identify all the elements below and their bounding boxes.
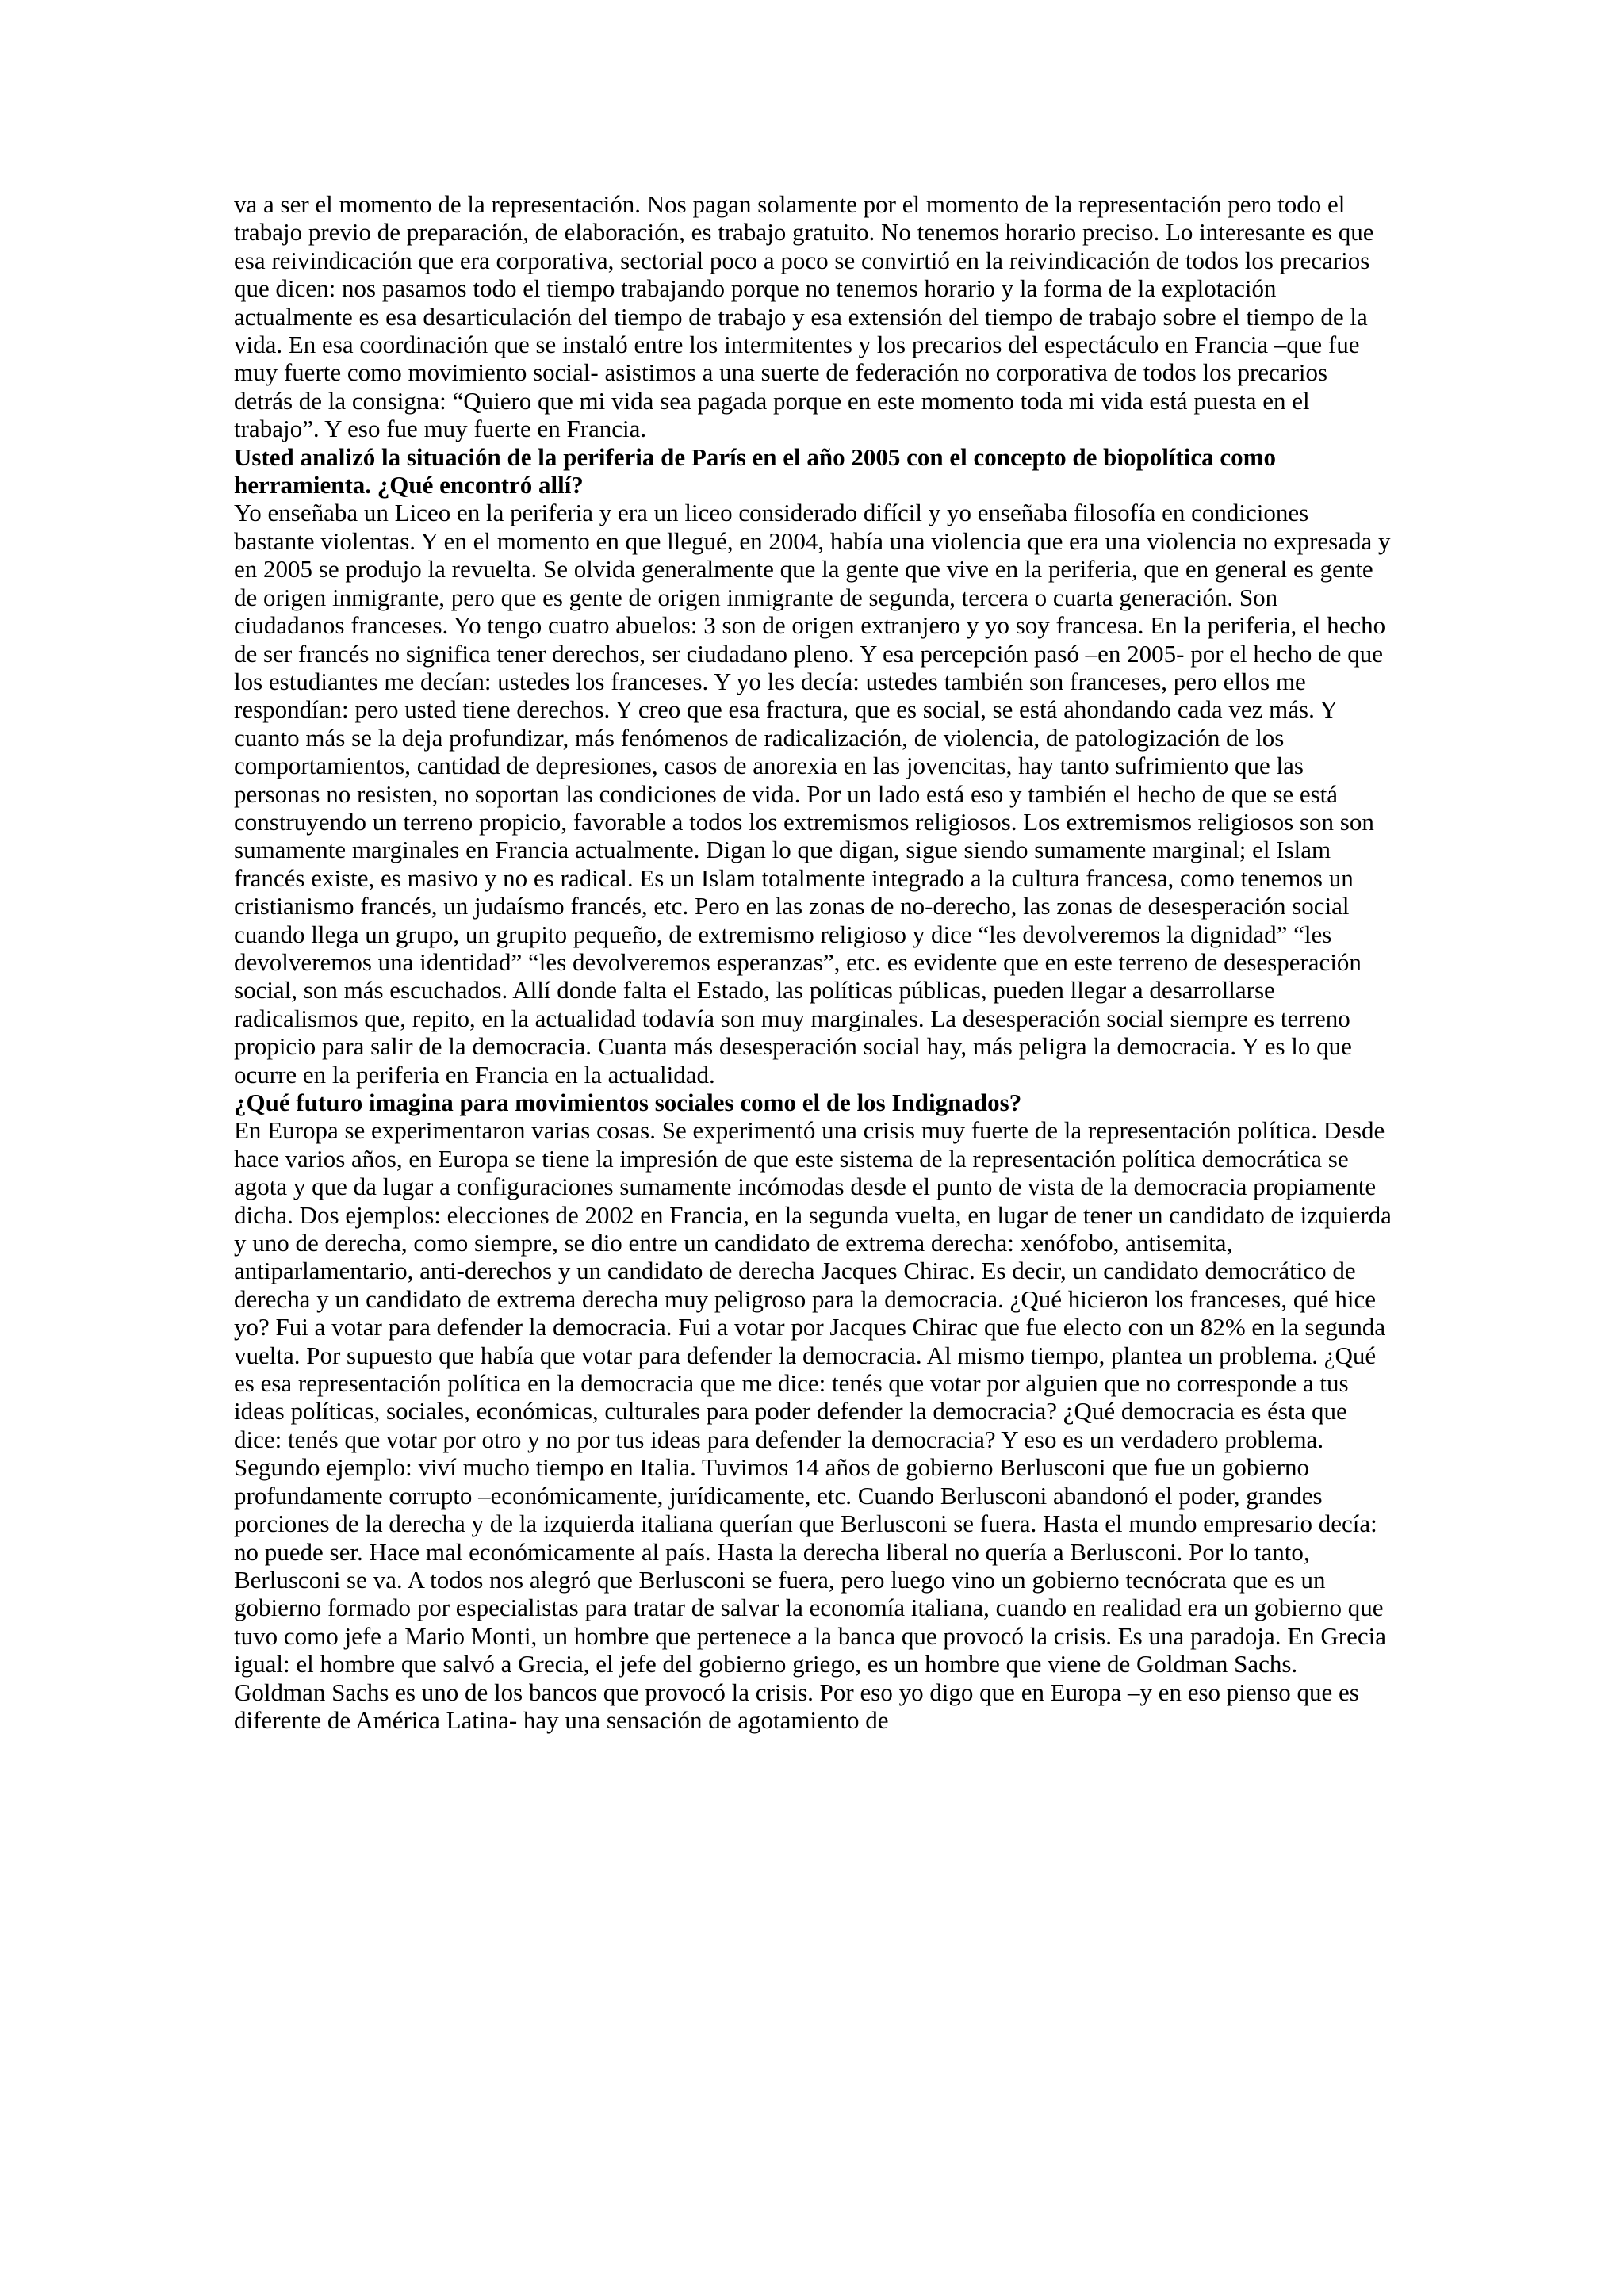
interview-question-2: ¿Qué futuro imagina para movimientos sociales como el de los Indignados? — [234, 1089, 1022, 1116]
document-page — [234, 190, 1392, 1734]
interview-question-1: Usted analizó la situación de la periferia de París en el año 2005 con el concepto de biopolítica como herramienta. ¿Qué encontró allí? — [234, 442, 1276, 499]
body-paragraph-2: Yo enseñaba un Liceo en la periferia y era un liceo considerado difícil y yo enseñaba filosofía en condiciones bastante violentas. Y en el momento en que llegué, en 2004, había una violencia que era una violencia no expresada y en 2005 se produjo la revuelta. Se olvida generalmente que la gente que vive en la periferia, que en general es gente de origen inmigrante, pero que es gente de origen inmigrante de segunda, tercera o cuarta generación. Son ciudadanos franceses. Yo tengo cuatro abuelos: 3 son de origen extranjero y yo soy francesa. En la periferia, el hecho de ser francés no significa tener derechos, ser ciudadano pleno. Y esa percepción pasó –en 2005- por el hecho de que los estudiantes me decían: ustedes los franceses. Y yo les decía: ustedes también son franceses, pero ellos me respondían: pero usted tiene derechos. Y creo que esa fractura, que es social, se está ahondando cada vez más. Y cuanto más se la deja profundizar, más fenómenos de radicalización, de violencia, de patologización de los comportamientos, cantidad de depresiones, casos de anorexia en las jovencitas, hay tanto sufrimiento que las personas no resisten, no soportan las condiciones de vida. Por un lado está eso y también el hecho de que se está construyendo un terreno propicio, favorable a todos los extremismos religiosos. Los extremismos religiosos son son sumamente marginales en Francia actualmente. Digan lo que digan, sigue siendo sumamente marginal; el Islam francés existe, es masivo y no es radical. Es un Islam totalmente integrado a la cultura francesa, como tenemos un cristianismo francés, un judaísmo francés, etc. Pero en las zonas de no-derecho, las zonas de desesperación social cuando llega un grupo, un grupito pequeño, de extremismo religioso y dice “les devolveremos la dignidad” “les devolveremos una identidad” “les devolveremos esperanzas”, etc. es evidente que en este terreno de desesperación social, son más escuchados. Allí donde falta el Estado, las políticas públicas, pueden llegar a desarrollarse radicalismos que, repito, en la actualidad todavía son muy marginales. La desesperación social siempre es terreno propicio para salir de la democracia. Cuanta más desesperación social hay, más peligra la democracia. Y es lo que ocurre en la periferia en Francia en la actualidad. — [234, 499, 1391, 1089]
body-paragraph-3: En Europa se experimentaron varias cosas. Se experimentó una crisis muy fuerte de la representación política. Desde hace varios años, en Europa se tiene la impresión de que este sistema de la representación política democrática se agota y que da lugar a configuraciones sumamente incómodas desde el punto de vista de la democracia propiamente dicha. Dos ejemplos: elecciones de 2002 en Francia, en la segunda vuelta, en lugar de tener un candidato de izquierda y uno de derecha, como siempre, se dio entre un candidato de extrema derecha: xenófobo, antisemita, antiparlamentario, anti-derechos y un candidato de derecha Jacques Chirac. Es decir, un candidato democrático de derecha y un candidato de extrema derecha muy peligroso para la democracia. ¿Qué hicieron los franceses, qué hice yo? Fui a votar para defender la democracia. Fui a votar por Jacques Chirac que fue electo con un 82% en la segunda vuelta. Por supuesto que había que votar para defender la democracia. Al mismo tiempo, plantea un problema. ¿Qué es esa representación política en la democracia que me dice: tenés que votar por alguien que no corresponde a tus ideas políticas, sociales, económicas, culturales para poder defender la democracia? ¿Qué democracia es ésta que dice: tenés que votar por otro y no por tus ideas para defender la democracia? Y eso es un verdadero problema. Segundo ejemplo: viví mucho tiempo en Italia. Tuvimos 14 años de gobierno Berlusconi que fue un gobierno profundamente corrupto –económicamente, jurídicamente, etc. Cuando Berlusconi abandonó el poder, grandes porciones de la derecha y de la izquierda italiana querían que Berlusconi se fuera. Hasta el mundo empresario decía: no puede ser. Hace mal económicamente al país. Hasta la derecha liberal no quería a Berlusconi. Por lo tanto, Berlusconi se va. A todos nos alegró que Berlusconi se fuera, pero luego vino un gobierno tecnócrata que es un gobierno formado por especialistas para tratar de salvar la economía italiana, cuando en realidad era un gobierno que tuvo como jefe a Mario Monti, un hombre que pertenece a la banca que provocó la crisis. Es una paradoja. En Grecia igual: el hombre que salvó a Grecia, el jefe del gobierno griego, es un hombre que viene de Goldman Sachs. Goldman Sachs es uno de los bancos que provocó la crisis. Por eso yo digo que en Europa –y en eso pienso que es diferente de América Latina- hay una sensación de agotamiento de — [234, 1116, 1392, 1734]
body-paragraph-1: va a ser el momento de la representación. Nos pagan solamente por el momento de la representación pero todo el trabajo previo de preparación, de elaboración, es trabajo gratuito. No tenemos horario preciso. Lo interesante es que esa reivindicación que era corporativa, sectorial poco a poco se convirtió en la reivindicación de todos los precarios que dicen: nos pasamos todo el tiempo trabajando porque no tenemos horario y la forma de la explotación actualmente es esa desarticulación del tiempo de trabajo y esa extensión del tiempo de trabajo sobre el tiempo de la vida. En esa coordinación que se instaló entre los intermitentes y los precarios del espectáculo en Francia –que fue muy fuerte como movimiento social- asistimos a una suerte de federación no corporativa de todos los precarios detrás de la consigna: “Quiero que mi vida sea pagada porque en este momento toda mi vida está puesta en el trabajo”. Y eso fue muy fuerte en Francia. — [234, 190, 1374, 443]
